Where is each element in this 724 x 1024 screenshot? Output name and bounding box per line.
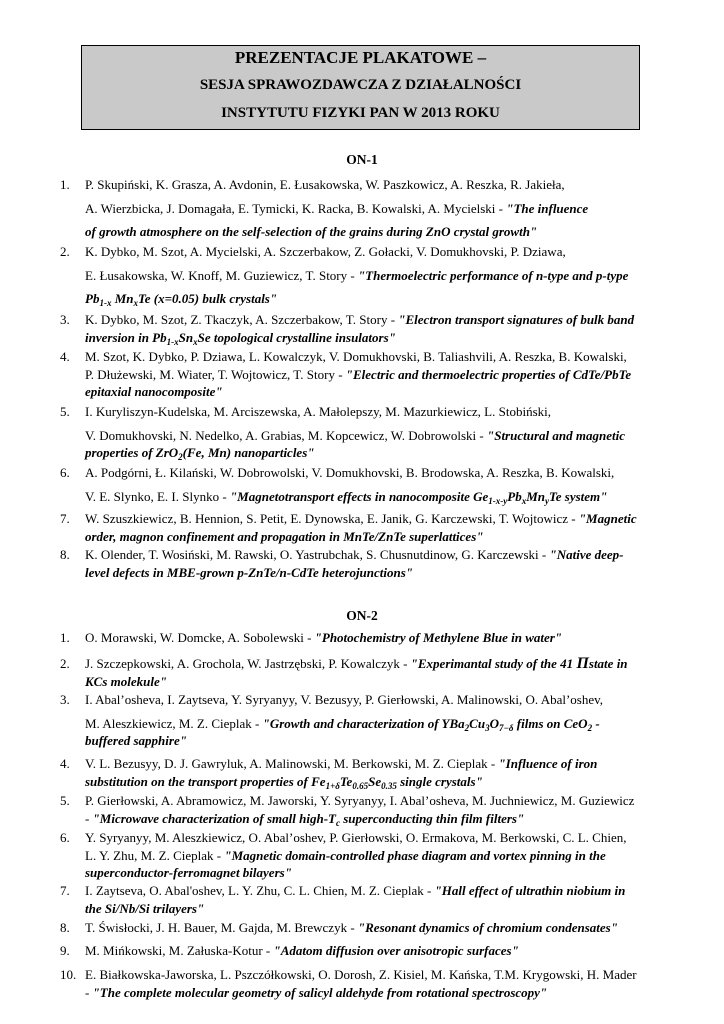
item-title: properties of ZrO$_2$(Fe, Mn) nanoparticles"	[85, 445, 315, 462]
item-authors: K. Olender, T. Wosiński, M. Rawski, O. Yastrubchak, S. Chusnutdinow, G. Karczewski -	[85, 547, 550, 562]
item-authors: -	[85, 810, 93, 826]
list-item	[60, 942, 670, 960]
item-title: "Adatom diffusion over anisotropic surfaces"	[273, 943, 519, 958]
item-authors: J. Szczepkowski, A. Grochola, W. Jastrzębski, P. Kowalczyk -	[85, 656, 411, 671]
item-authors: L. Y. Zhu, M. Z. Cieplak -	[85, 847, 225, 863]
session-heading-on2: ON-2	[346, 608, 378, 623]
list-item	[60, 792, 670, 827]
item-number: 5.	[60, 404, 70, 419]
item-number: 5.	[60, 793, 70, 808]
item-authors: I. Zaytseva, O. Abal'oshev, L. Y. Zhu, C. L. Chien, M. Z. Cieplak -	[85, 883, 435, 898]
item-title: "Magnetic domain-controlled phase diagram and vortex pinning in the	[224, 847, 606, 863]
item-authors: V. E. Slynko, E. I. Slynko -	[85, 488, 230, 504]
item-title: "Growth and characterization of $YBa_2Cu_3O_{7-\delta}$ films on CeO$_2$ -	[262, 715, 600, 733]
item-title: level defects in MBE-grown p-ZnTe/n-CdTe heterojunctions"	[85, 564, 414, 580]
item-title: the Si/Nb/Si trilayers"	[85, 900, 205, 916]
list-item	[60, 655, 670, 690]
list-item	[60, 829, 670, 882]
item-number: 4.	[60, 349, 70, 364]
item-authors: P. Dłużewski, M. Wiater, T. Wojtowicz, T. Story -	[85, 366, 346, 382]
list-item	[60, 919, 670, 937]
list-item	[60, 882, 670, 917]
item-title: "Hall effect of ultrathin niobium in	[434, 883, 626, 898]
list-item	[60, 311, 670, 346]
item-title: "Electric and thermoelectric properties of CdTe/PbTe	[345, 366, 632, 382]
item-authors: E. Łusakowska, W. Knoff, M. Guziewicz, T. Story -	[85, 267, 358, 283]
item-number: 1.	[60, 177, 70, 192]
item-number: 2.	[60, 656, 70, 671]
item-authors: I. Kuryliszyn-Kudelska, M. Arciszewska, A. Małolepszy, M. Mazurkiewicz, L. Stobiński,	[85, 404, 551, 419]
list-item	[60, 510, 670, 545]
title-line-2: SESJA SPRAWOZDAWCZA Z DZIAŁALNOŚCI	[199, 77, 522, 93]
item-number: 3.	[60, 692, 70, 707]
item-authors: I. Abal’osheva, I. Zaytseva, Y. Syryanyy, V. Bezusyy, P. Gierłowski, A. Malinowski, O. Abal’oshev,	[85, 692, 604, 707]
item-number: 6.	[60, 830, 70, 845]
list-item	[60, 966, 670, 1001]
item-number: 8.	[60, 920, 70, 935]
item-number: 1.	[60, 630, 70, 645]
item-number: 2.	[60, 244, 70, 259]
item-title: "Magnetotransport effects in nanocomposite $Ge_{1-x-y}Pb_xMn_yTe$ system"	[229, 488, 608, 506]
item-title: "Electron transport signatures of bulk band	[398, 312, 635, 327]
item-authors: -	[85, 984, 93, 1000]
item-title: "Magnetic	[578, 511, 637, 526]
item-title: order, magnon confinement and propagation in MnTe/ZnTe superlattices"	[85, 528, 484, 544]
title-line-1: PREZENTACJE PLAKATOWE –	[234, 48, 487, 67]
item-authors: A. Wierzbicka, J. Domagała, E. Tymicki, K. Racka, B. Kowalski, A. Mycielski -	[85, 200, 507, 216]
item-title: substitution on the transport properties of $Fe_{1+\delta}Te_{0.65}Se_{0.35}$ single crystals"	[85, 773, 483, 791]
item-authors: O. Morawski, W. Domcke, A. Sobolewski -	[85, 630, 315, 645]
item-authors: M. Szot, K. Dybko, P. Dziawa, L. Kowalczyk, V. Domukhovski, B. Taliashvili, A. Reszka, B. Kowalski,	[85, 349, 627, 364]
item-title: $Pb_{1-x}$ $Mn_xTe$ (x=0.05) bulk crystals"	[85, 291, 278, 308]
item-title: "Structural and magnetic	[487, 427, 625, 443]
item-title: "The complete molecular geometry of salicyl aldehyde from rotational spectroscopy"	[92, 984, 548, 1000]
list-item	[60, 629, 670, 647]
item-authors: E. Białkowska-Jaworska, L. Pszczółkowski, O. Dorosh, Z. Kisiel, M. Kańska, T.M. Krygowski, H. Mader	[85, 967, 637, 982]
item-number: 9.	[60, 943, 70, 958]
session-heading-on1: ON-1	[346, 152, 378, 167]
item-number: 3.	[60, 312, 70, 327]
list-item	[60, 691, 670, 750]
item-title: "Influence of iron	[498, 756, 598, 771]
item-number: 6.	[60, 465, 70, 480]
item-title: buffered sapphire"	[85, 733, 187, 748]
item-authors: V. Domukhovski, N. Nedelko, A. Grabias, M. Kopcewicz, W. Dobrowolski -	[85, 427, 487, 443]
item-authors: A. Podgórni, Ł. Kilański, W. Dobrowolski, V. Domukhovski, B. Brodowska, A. Reszka, B. Kowalski,	[85, 465, 615, 480]
item-title: "Microwave characterization of small high-$T_c$ superconducting thin film filters"	[92, 810, 525, 828]
item-authors: P. Skupiński, K. Grasza, A. Avdonin, E. Łusakowska, W. Paszkowicz, A. Reszka, R. Jakieła,	[85, 177, 565, 192]
item-authors: M. Mińkowski, M. Załuska-Kotur -	[85, 943, 274, 958]
item-title: of growth atmosphere on the self-selection of the grains during ZnO crystal growth"	[85, 224, 538, 239]
item-authors: V. L. Bezusyy, D. J. Gawryluk, A. Malinowski, M. Berkowski, M. Z. Cieplak -	[85, 756, 499, 771]
list-item	[60, 243, 670, 308]
title-box	[81, 45, 640, 130]
item-title: KCs molekule"	[85, 673, 167, 689]
item-title: "The influence	[506, 200, 589, 216]
list-item	[60, 464, 670, 505]
item-title: epitaxial nanocomposite"	[85, 384, 223, 399]
item-title: "Photochemistry of Methylene Blue in water"	[314, 630, 563, 645]
list-item	[60, 403, 670, 462]
item-number: 7.	[60, 511, 70, 526]
item-authors: P. Gierłowski, A. Abramowicz, M. Jaworski, Y. Syryanyy, I. Abal’osheva, M. Juchniewicz, M. Guziewicz	[85, 793, 635, 808]
item-authors: W. Szuszkiewicz, B. Hennion, S. Petit, E. Dynowska, E. Janik, G. Karczewski, T. Wojtowicz -	[85, 511, 579, 526]
item-title: "Native deep-	[549, 547, 624, 562]
item-authors: K. Dybko, M. Szot, Z. Tkaczyk, A. Szczerbakow, T. Story -	[85, 312, 399, 327]
list-item	[60, 755, 670, 790]
item-number: 10.	[60, 967, 77, 982]
list-item	[60, 546, 670, 581]
list-item	[60, 176, 670, 241]
item-authors: T. Świsłocki, J. H. Bauer, M. Gajda, M. Brewczyk -	[85, 920, 358, 935]
item-authors: M. Aleszkiewicz, M. Z. Cieplak -	[85, 715, 263, 731]
item-title: superconductor-ferromagnet bilayers"	[85, 865, 292, 880]
title-line-3: INSTYTUTU FIZYKI PAN W 2013 ROKU	[221, 105, 500, 121]
item-title: "Experimantal study of the 41 Πstate in	[410, 655, 628, 672]
item-authors: Y. Syryanyy, M. Aleszkiewicz, O. Abal’oshev, P. Gierłowski, O. Ermakova, M. Berkowski, C. L. Chien,	[85, 830, 627, 845]
list-item	[60, 348, 670, 401]
item-authors: K. Dybko, M. Szot, A. Mycielski, A. Szczerbakow, Z. Gołacki, V. Domukhovski, P. Dziawa,	[85, 244, 566, 259]
item-title: "Thermoelectric performance of n-type and p-type	[357, 267, 629, 283]
item-title: inversion in $Pb_{1-x}Sn_xSe$ topological crystalline insulators"	[85, 329, 396, 347]
item-title: "Resonant dynamics of chromium condensates"	[357, 920, 618, 935]
item-number: 8.	[60, 547, 70, 562]
item-number: 4.	[60, 756, 70, 771]
item-number: 7.	[60, 883, 70, 898]
